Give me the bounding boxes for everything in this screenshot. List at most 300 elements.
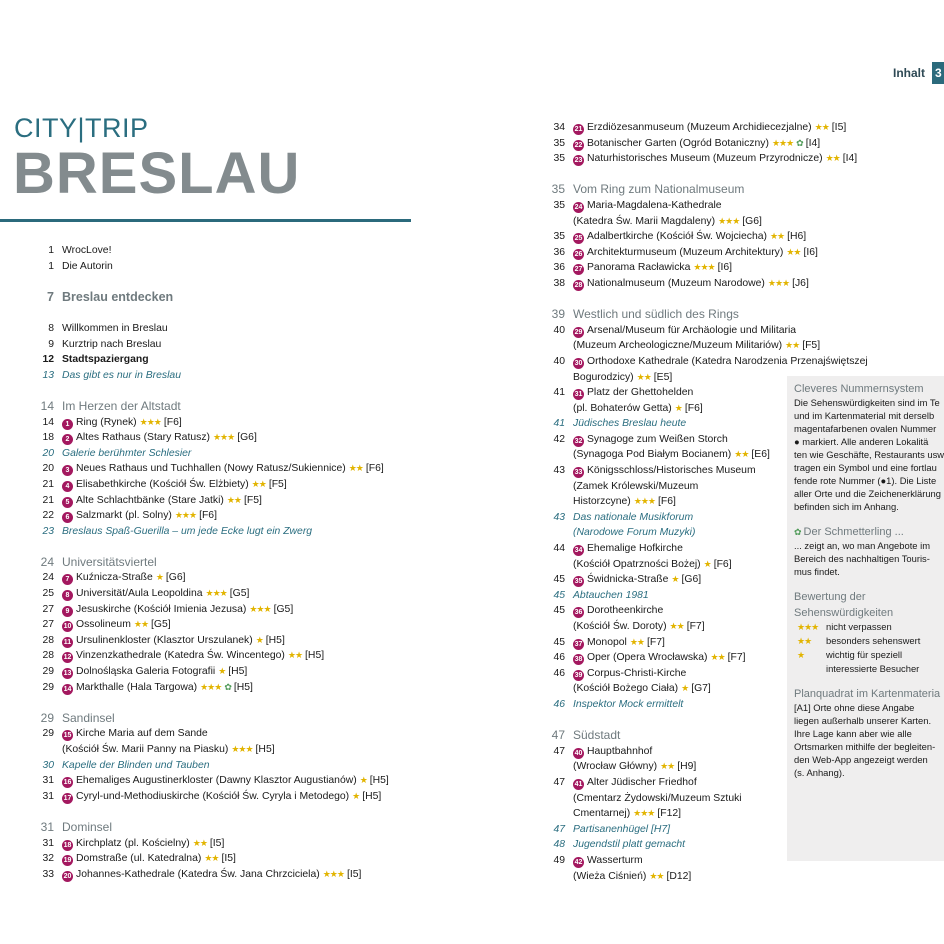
sight-number-badge: 42 xyxy=(574,858,583,866)
rating-stars: ★ xyxy=(218,666,226,677)
grid-reference: [F6] xyxy=(199,510,217,522)
toc-entry xyxy=(13,321,413,337)
toc-entry xyxy=(524,338,821,354)
entry-text: Kurztrip nach Breslau xyxy=(62,338,162,350)
grid-reference: [I5] xyxy=(346,868,362,880)
entry-text: (Kościół Św. Marii Panny na Piasku) ★★★ [H5] xyxy=(62,744,275,755)
rating-stars: ★★ xyxy=(649,870,664,881)
page-number xyxy=(524,619,573,635)
entry-text: (Katedra Św. Marii Magdaleny) ★★★ [G6] xyxy=(573,215,762,227)
sight-number-badge: 19 xyxy=(63,857,72,865)
rating-stars: ★ xyxy=(359,775,367,786)
rating-stars: ★★ xyxy=(769,231,785,242)
grid-reference: [H5] xyxy=(369,775,389,787)
toc-entry xyxy=(524,447,779,463)
page-number: 42 xyxy=(553,433,565,445)
page-number: 13 xyxy=(42,369,54,381)
toc-entry xyxy=(13,789,413,805)
entry-text: Galerie berühmter Schlesier xyxy=(62,447,192,459)
page-number: 35 xyxy=(553,153,565,165)
chapter-heading xyxy=(13,290,413,306)
rating-stars: ★★ xyxy=(710,652,725,663)
sidebar-line: magentafarbenen ovalen Nummer xyxy=(794,423,937,434)
page-number: 7 xyxy=(47,289,54,304)
grid-reference: [F6] xyxy=(713,558,732,570)
page-number: 18 xyxy=(42,432,54,444)
toc-entry xyxy=(13,617,413,633)
sight-number-badge: 17 xyxy=(63,794,72,802)
toc-entry xyxy=(13,680,413,696)
entry-text: 21 Erzdiözesanmuseum (Muzeum Archidiecezjalne) ★★ [I5] xyxy=(574,122,847,133)
sight-number-badge: 4 xyxy=(62,481,73,492)
grid-reference: [F5] xyxy=(802,340,821,352)
grid-reference: [H5] xyxy=(255,744,275,755)
toc-entry xyxy=(13,337,413,353)
entry-text: 1 Ring (Rynek) ★★★ [F6] xyxy=(62,415,182,431)
section-heading xyxy=(524,728,779,744)
sidebar-line: ● markiert. Alle anderen Lokalitä xyxy=(794,436,929,447)
grid-reference: [H9] xyxy=(677,761,697,773)
grid-reference: [F7] xyxy=(647,636,665,648)
toc-entry xyxy=(524,276,809,292)
entry-text: 2 Altes Rathaus (Stary Ratusz) ★★★ [G6] xyxy=(62,430,257,446)
toc-entry xyxy=(13,446,413,462)
sight-number-badge: 28 xyxy=(574,281,583,289)
rating-stars: ★★ xyxy=(636,371,651,382)
page-number: 40 xyxy=(553,324,565,336)
page-number: 47 xyxy=(553,776,565,788)
rating-stars: ★★ xyxy=(287,650,303,661)
grid-reference: [F7] xyxy=(686,621,705,632)
sight-number-badge: 20 xyxy=(63,872,72,880)
rating-stars xyxy=(794,634,826,648)
entry-text: 35 Świdnicka-Straße ★ [G6] xyxy=(574,574,702,586)
entry-text: Cmentarnej) ★★★ [F12] xyxy=(573,808,682,820)
entry-text: 37 Monopol ★★ [F7] xyxy=(574,636,665,648)
rating-stars: ★ xyxy=(703,558,711,569)
entry-text: 30 Orthodoxe Kathedrale (Katedra Narodzenia Przenajświętszej xyxy=(574,355,868,367)
page-number: 34 xyxy=(553,122,565,133)
grid-reference: [G6] xyxy=(237,432,257,444)
rating-stars: ★ xyxy=(671,574,679,585)
entry-text: 36 Dorotheenkirche xyxy=(574,605,664,617)
entry-text: 4 Elisabethkirche (Kościół Św. Elżbiety) ★★ [F5] xyxy=(62,477,287,493)
rating-stars: ★★★ xyxy=(767,277,790,288)
toc-entry xyxy=(13,352,413,368)
toc-entry xyxy=(524,323,797,339)
toc-entry xyxy=(524,214,779,230)
toc-entry xyxy=(13,633,413,649)
page-number: 43 xyxy=(553,511,565,523)
entry-text: 15 Kirche Maria auf dem Sande xyxy=(63,728,208,740)
sidebar-heading: Planquadrat im Kartenmateria xyxy=(794,688,941,700)
sight-number-badge: 33 xyxy=(574,469,583,477)
toc-entry xyxy=(524,557,779,573)
toc-entry xyxy=(524,588,779,604)
page-number: 29 xyxy=(42,681,54,693)
entry-text: 34 Ehemalige Hofkirche xyxy=(574,543,683,555)
sight-number-badge: 16 xyxy=(63,779,72,787)
page-number xyxy=(524,370,573,386)
page-number: 46 xyxy=(553,698,565,710)
toc-entry xyxy=(13,415,413,431)
grid-reference: [F12] xyxy=(657,808,682,820)
toc-entry xyxy=(524,151,858,167)
toc-entry xyxy=(524,744,779,760)
entry-text: WrocLove! xyxy=(62,245,112,256)
entry-text: 3 Neues Rathaus und Tuchhallen (Nowy Ratusz/Sukiennice) ★★ [F6] xyxy=(62,461,384,477)
page-number: 46 xyxy=(553,667,565,679)
rating-stars: ★★★ xyxy=(174,510,197,521)
rating-stars: ★ xyxy=(155,572,163,583)
toc-entry xyxy=(524,385,779,401)
sight-number-badge: 3 xyxy=(62,465,73,476)
entry-text: 32 Synagoge zum Weißen Storch xyxy=(574,433,728,445)
grid-reference: [F6] xyxy=(163,416,182,428)
sight-number-badge: 14 xyxy=(63,685,72,693)
section-heading xyxy=(524,307,779,323)
sight-number-badge: 35 xyxy=(574,578,583,586)
toc-entry xyxy=(13,430,413,446)
page-number: 27 xyxy=(42,619,54,631)
toc-entry xyxy=(524,494,779,510)
entry-text: Stadtspaziergang xyxy=(62,354,149,366)
sight-number-badge: 27 xyxy=(574,266,583,274)
grid-reference: [F7] xyxy=(727,652,746,664)
sidebar-line: fende rote Nummer (●1). Die Liste xyxy=(794,475,937,486)
rating-stars: ★ xyxy=(255,634,263,645)
page-number xyxy=(524,214,573,230)
entry-text: 24 Maria-Magdalena-Kathedrale xyxy=(574,199,722,211)
toc-entry xyxy=(524,837,779,853)
page-number: 45 xyxy=(553,605,565,617)
spacer xyxy=(794,675,944,685)
star-icons: ★★★ xyxy=(797,622,819,632)
rating-stars: ★★ xyxy=(204,853,219,864)
section-heading xyxy=(13,820,413,836)
rating-legend-row xyxy=(794,648,944,662)
spacer xyxy=(524,713,779,729)
entry-text: Historzcyne) ★★★ [F6] xyxy=(573,496,676,508)
entry-text: (Wieża Ciśnień) ★★ [D12] xyxy=(573,870,692,882)
toc-entry xyxy=(524,198,779,214)
toc-entry xyxy=(524,697,779,713)
page-number xyxy=(524,557,573,573)
toc-entry xyxy=(13,836,413,852)
rating-stars xyxy=(794,648,826,662)
page-number: 36 xyxy=(553,262,565,274)
page-number: 24 xyxy=(40,554,54,569)
entry-text: (pl. Bohaterów Getta) ★ [F6] xyxy=(573,402,703,414)
toc-entry xyxy=(524,759,779,775)
sidebar-line: Ihre Lage kann aber wie alle xyxy=(794,728,912,739)
entry-text: Abtauchen 1981 xyxy=(573,589,649,601)
toc-entry xyxy=(524,120,847,136)
page-number: 31 xyxy=(42,775,54,787)
entry-text: Breslau entdecken xyxy=(62,289,174,304)
sight-number-badge: 25 xyxy=(574,235,583,243)
toc-entry xyxy=(524,510,779,526)
sight-number-badge: 10 xyxy=(63,623,72,631)
toc-entry xyxy=(13,586,413,602)
page-number: 36 xyxy=(553,246,565,258)
toc-entry xyxy=(524,572,779,588)
series-sep: | xyxy=(77,113,86,143)
sight-number-badge: 34 xyxy=(574,547,583,555)
sidebar-heading: ✿ Der Schmetterling ... xyxy=(794,526,904,538)
toc-entry xyxy=(524,666,779,682)
toc-entry xyxy=(13,461,413,477)
page-number xyxy=(524,494,573,510)
toc-entry xyxy=(13,602,413,618)
page-number: 29 xyxy=(40,710,54,725)
title-rule xyxy=(0,219,411,222)
spacer xyxy=(13,804,413,820)
sight-number-badge: 26 xyxy=(574,250,583,258)
toc-entry xyxy=(524,853,779,869)
rating-label: interessierte Besucher xyxy=(826,663,920,674)
sight-number-badge: 21 xyxy=(574,126,583,133)
entry-text: Partisanenhügel [H7] xyxy=(573,823,671,835)
rating-stars xyxy=(794,620,826,634)
page-number: 38 xyxy=(553,277,565,289)
sight-number-badge: 39 xyxy=(574,671,583,679)
entry-text: 31 Platz der Ghettohelden xyxy=(574,387,694,399)
grid-reference: [F5] xyxy=(244,494,262,506)
toc-entry xyxy=(13,648,413,664)
sidebar-line: ... zeigt an, wo man Angebote im xyxy=(794,540,931,551)
page-number: 31 xyxy=(42,837,54,849)
page-number: 32 xyxy=(42,853,54,865)
entry-text: 22 Botanischer Garten (Ogród Botaniczny) ★★★ ✿ [I4] xyxy=(574,137,821,149)
sidebar-line: den Web-App angezeigt werden xyxy=(794,754,928,765)
grid-reference: [G7] xyxy=(691,683,711,695)
grid-reference: [H5] xyxy=(305,650,325,662)
butterfly-icon: ✿ xyxy=(794,527,802,537)
page-number: 35 xyxy=(551,182,565,197)
entry-text: Jüdisches Breslau heute xyxy=(573,418,687,430)
rating-stars: ★★★ xyxy=(212,432,235,443)
entry-text: 10 Ossolineum ★★ [G5] xyxy=(63,619,171,631)
entry-text: 17 Cyryl-und-Methodiuskirche (Kościół Św. Cyryla i Metodego) ★ [H5] xyxy=(63,790,382,802)
entry-text: Inspektor Mock ermittelt xyxy=(573,698,684,710)
toc-entry xyxy=(524,541,779,557)
page-number xyxy=(524,869,573,885)
toc-column-left xyxy=(13,243,413,882)
entry-text: (Synagoga Pod Białym Bocianem) ★★ [E6] xyxy=(573,449,770,461)
entry-text: Das gibt es nur in Breslau xyxy=(62,369,181,381)
spacer xyxy=(13,539,413,555)
grid-reference: [H6] xyxy=(787,231,807,243)
rating-stars: ★★★ xyxy=(718,215,740,226)
toc-entry xyxy=(524,775,779,791)
grid-reference: [E6] xyxy=(751,449,770,461)
sight-number-badge: 23 xyxy=(574,157,583,165)
grid-reference: [I5] xyxy=(221,853,236,865)
toc-entry xyxy=(524,791,779,807)
sight-number-badge: 13 xyxy=(63,670,72,678)
page-number: 12 xyxy=(42,354,54,366)
page-number: 25 xyxy=(42,588,54,600)
entry-text: 5 Alte Schlachtbänke (Stare Jatki) ★★ [F5] xyxy=(62,493,262,509)
page-number xyxy=(524,447,573,463)
toc-entry xyxy=(524,635,779,651)
grid-reference: [F5] xyxy=(268,478,287,490)
page-number: 35 xyxy=(553,199,565,211)
grid-reference: [F6] xyxy=(684,402,703,414)
sight-number-badge: 36 xyxy=(574,609,583,617)
page-number: 20 xyxy=(42,447,54,459)
rating-stars: ★★★ xyxy=(249,603,271,614)
rating-stars: ★★★ xyxy=(205,588,227,599)
entry-text: 8 Universität/Aula Leopoldina ★★★ [G5] xyxy=(62,586,249,602)
spacer xyxy=(524,167,779,183)
series-right: TRIP xyxy=(85,113,149,143)
section-heading xyxy=(13,555,413,571)
sight-number-badge: 15 xyxy=(63,732,72,740)
grid-reference: [H5] xyxy=(228,666,248,678)
page-number: 14 xyxy=(42,416,54,428)
grid-reference: [G6] xyxy=(742,215,762,227)
page-number: 41 xyxy=(553,387,565,399)
entry-text: Sandinsel xyxy=(62,710,115,725)
page-number: 40 xyxy=(553,355,565,367)
page-number: 22 xyxy=(42,510,54,522)
page-number: 49 xyxy=(553,854,565,866)
rating-legend-row xyxy=(794,634,944,648)
entry-text: Südstadt xyxy=(573,728,621,743)
rating-stars: ★★★ xyxy=(139,416,161,427)
rating-stars xyxy=(794,662,826,675)
toc-entry xyxy=(13,867,413,883)
sight-number-badge: 38 xyxy=(574,656,583,664)
page-number: 21 xyxy=(42,478,54,490)
page-number: 3 xyxy=(932,62,944,84)
sight-number-badge: 29 xyxy=(574,328,583,336)
page-number xyxy=(524,806,573,822)
entry-text: 7 Kuźnicza-Straße ★ [G6] xyxy=(62,570,186,586)
rating-stars: ★★ xyxy=(814,122,829,132)
grid-reference: [I4] xyxy=(805,137,821,149)
entry-text: Breslaus Spaß-Guerilla – um jede Ecke lugt ein Zwerg xyxy=(62,525,313,537)
entry-text: (Kościół Św. Doroty) ★★ [F7] xyxy=(573,621,705,632)
page-number xyxy=(524,525,573,541)
entry-text: (Cmentarz Żydowski/Muzeum Sztuki xyxy=(573,792,742,804)
grid-reference: [G6] xyxy=(681,574,702,586)
spacer xyxy=(794,513,944,523)
sidebar-heading: Cleveres Nummernsystem xyxy=(794,383,924,395)
sight-number-badge: 40 xyxy=(574,749,583,757)
page-number: 28 xyxy=(42,634,54,646)
grid-reference: [E5] xyxy=(653,371,673,383)
sight-number-badge: 22 xyxy=(574,141,583,149)
sidebar-line: Bereich des nachhaltigen Touris- xyxy=(794,553,930,564)
page-number: 45 xyxy=(553,636,565,648)
toc-entry xyxy=(524,681,779,697)
page-number xyxy=(13,742,62,758)
toc-entry xyxy=(524,463,779,479)
toc-entry xyxy=(524,806,779,822)
toc-entry xyxy=(13,243,413,259)
toc-entry xyxy=(524,136,821,152)
entry-text: Universitätsviertel xyxy=(62,554,157,569)
rating-legend-row xyxy=(794,662,944,675)
page-number: 1 xyxy=(48,260,54,272)
toc-entry xyxy=(13,773,413,789)
entry-text: Westlich und südlich des Rings xyxy=(573,307,739,322)
toc-entry xyxy=(13,368,413,384)
page-number: 27 xyxy=(42,603,54,615)
page-number: 35 xyxy=(553,231,565,243)
grid-reference: [D12] xyxy=(666,870,692,882)
section-heading xyxy=(524,182,779,198)
spacer xyxy=(13,383,413,399)
toc-entry xyxy=(13,524,413,540)
toc-entry xyxy=(13,851,413,867)
sidebar-line: (s. Anhang). xyxy=(794,767,845,778)
page-number xyxy=(524,338,573,354)
grid-reference: [I5] xyxy=(831,122,847,133)
entry-text: 20 Johannes-Kathedrale (Katedra Św. Jana Chrzciciela) ★★★ [I5] xyxy=(63,868,362,880)
rating-stars: ★ xyxy=(674,402,682,413)
toc-entry xyxy=(13,758,413,774)
sidebar-line: tragen ein Symbol und eine fortlau xyxy=(794,462,937,473)
section-label: Inhalt xyxy=(893,66,925,80)
toc-entry xyxy=(524,603,779,619)
toc-entry xyxy=(524,260,779,276)
sidebar-line: aller Orte und die Zeichenerklärung xyxy=(794,488,941,499)
toc-entry xyxy=(524,245,818,261)
grid-reference: [G5] xyxy=(273,603,294,615)
sidebar-line: Ortsmarken mithilfe der begleiten- xyxy=(794,741,936,752)
grid-reference: [J6] xyxy=(792,277,809,289)
page-number: 31 xyxy=(42,790,54,802)
toc-entry xyxy=(13,742,413,758)
sight-number-badge: 5 xyxy=(62,497,73,508)
rating-stars: ★★★ xyxy=(231,744,253,754)
toc-entry xyxy=(13,570,413,586)
sidebar-line: liegen außerhalb unserer Karten. xyxy=(794,715,932,726)
entry-text: Vom Ring zum Nationalmuseum xyxy=(573,182,745,197)
star-icons: ★★ xyxy=(797,636,812,646)
toc-entry xyxy=(524,869,779,885)
rating-stars: ★★★ xyxy=(322,868,344,879)
page-number: 35 xyxy=(553,137,565,149)
series-left: CITY xyxy=(14,113,78,143)
entry-text: 29 Arsenal/Museum für Archäologie und Militaria xyxy=(574,324,797,336)
rating-stars: ★★ xyxy=(825,153,840,164)
sight-number-badge: 18 xyxy=(63,841,72,849)
page-number: 45 xyxy=(553,574,565,586)
entry-text: Im Herzen der Altstadt xyxy=(62,398,181,413)
entry-text: Die Autorin xyxy=(62,260,113,272)
page-number xyxy=(524,791,573,807)
sidebar-line: Die Sehenswürdigkeiten sind im Te xyxy=(794,397,940,408)
rating-stars: ★ xyxy=(681,683,689,694)
sight-number-badge: 31 xyxy=(574,391,583,399)
sight-number-badge: 12 xyxy=(63,654,72,662)
entry-text: 40 Hauptbahnhof xyxy=(574,745,653,757)
entry-text: 11 Ursulinenkloster (Klasztor Urszulanek) ★ [H5] xyxy=(63,634,285,646)
rating-stars: ★★ xyxy=(348,463,363,474)
entry-text: 19 Domstraße (ul. Katedralna) ★★ [I5] xyxy=(63,853,236,865)
entry-text: Dominsel xyxy=(62,819,113,834)
entry-text: (Kościół Opatrzności Bożej) ★ [F6] xyxy=(573,558,732,570)
page-number: 24 xyxy=(42,572,54,584)
spacer xyxy=(524,292,779,308)
rating-stars: ★★ xyxy=(785,340,800,351)
rating-label: nicht verpassen xyxy=(826,621,892,632)
